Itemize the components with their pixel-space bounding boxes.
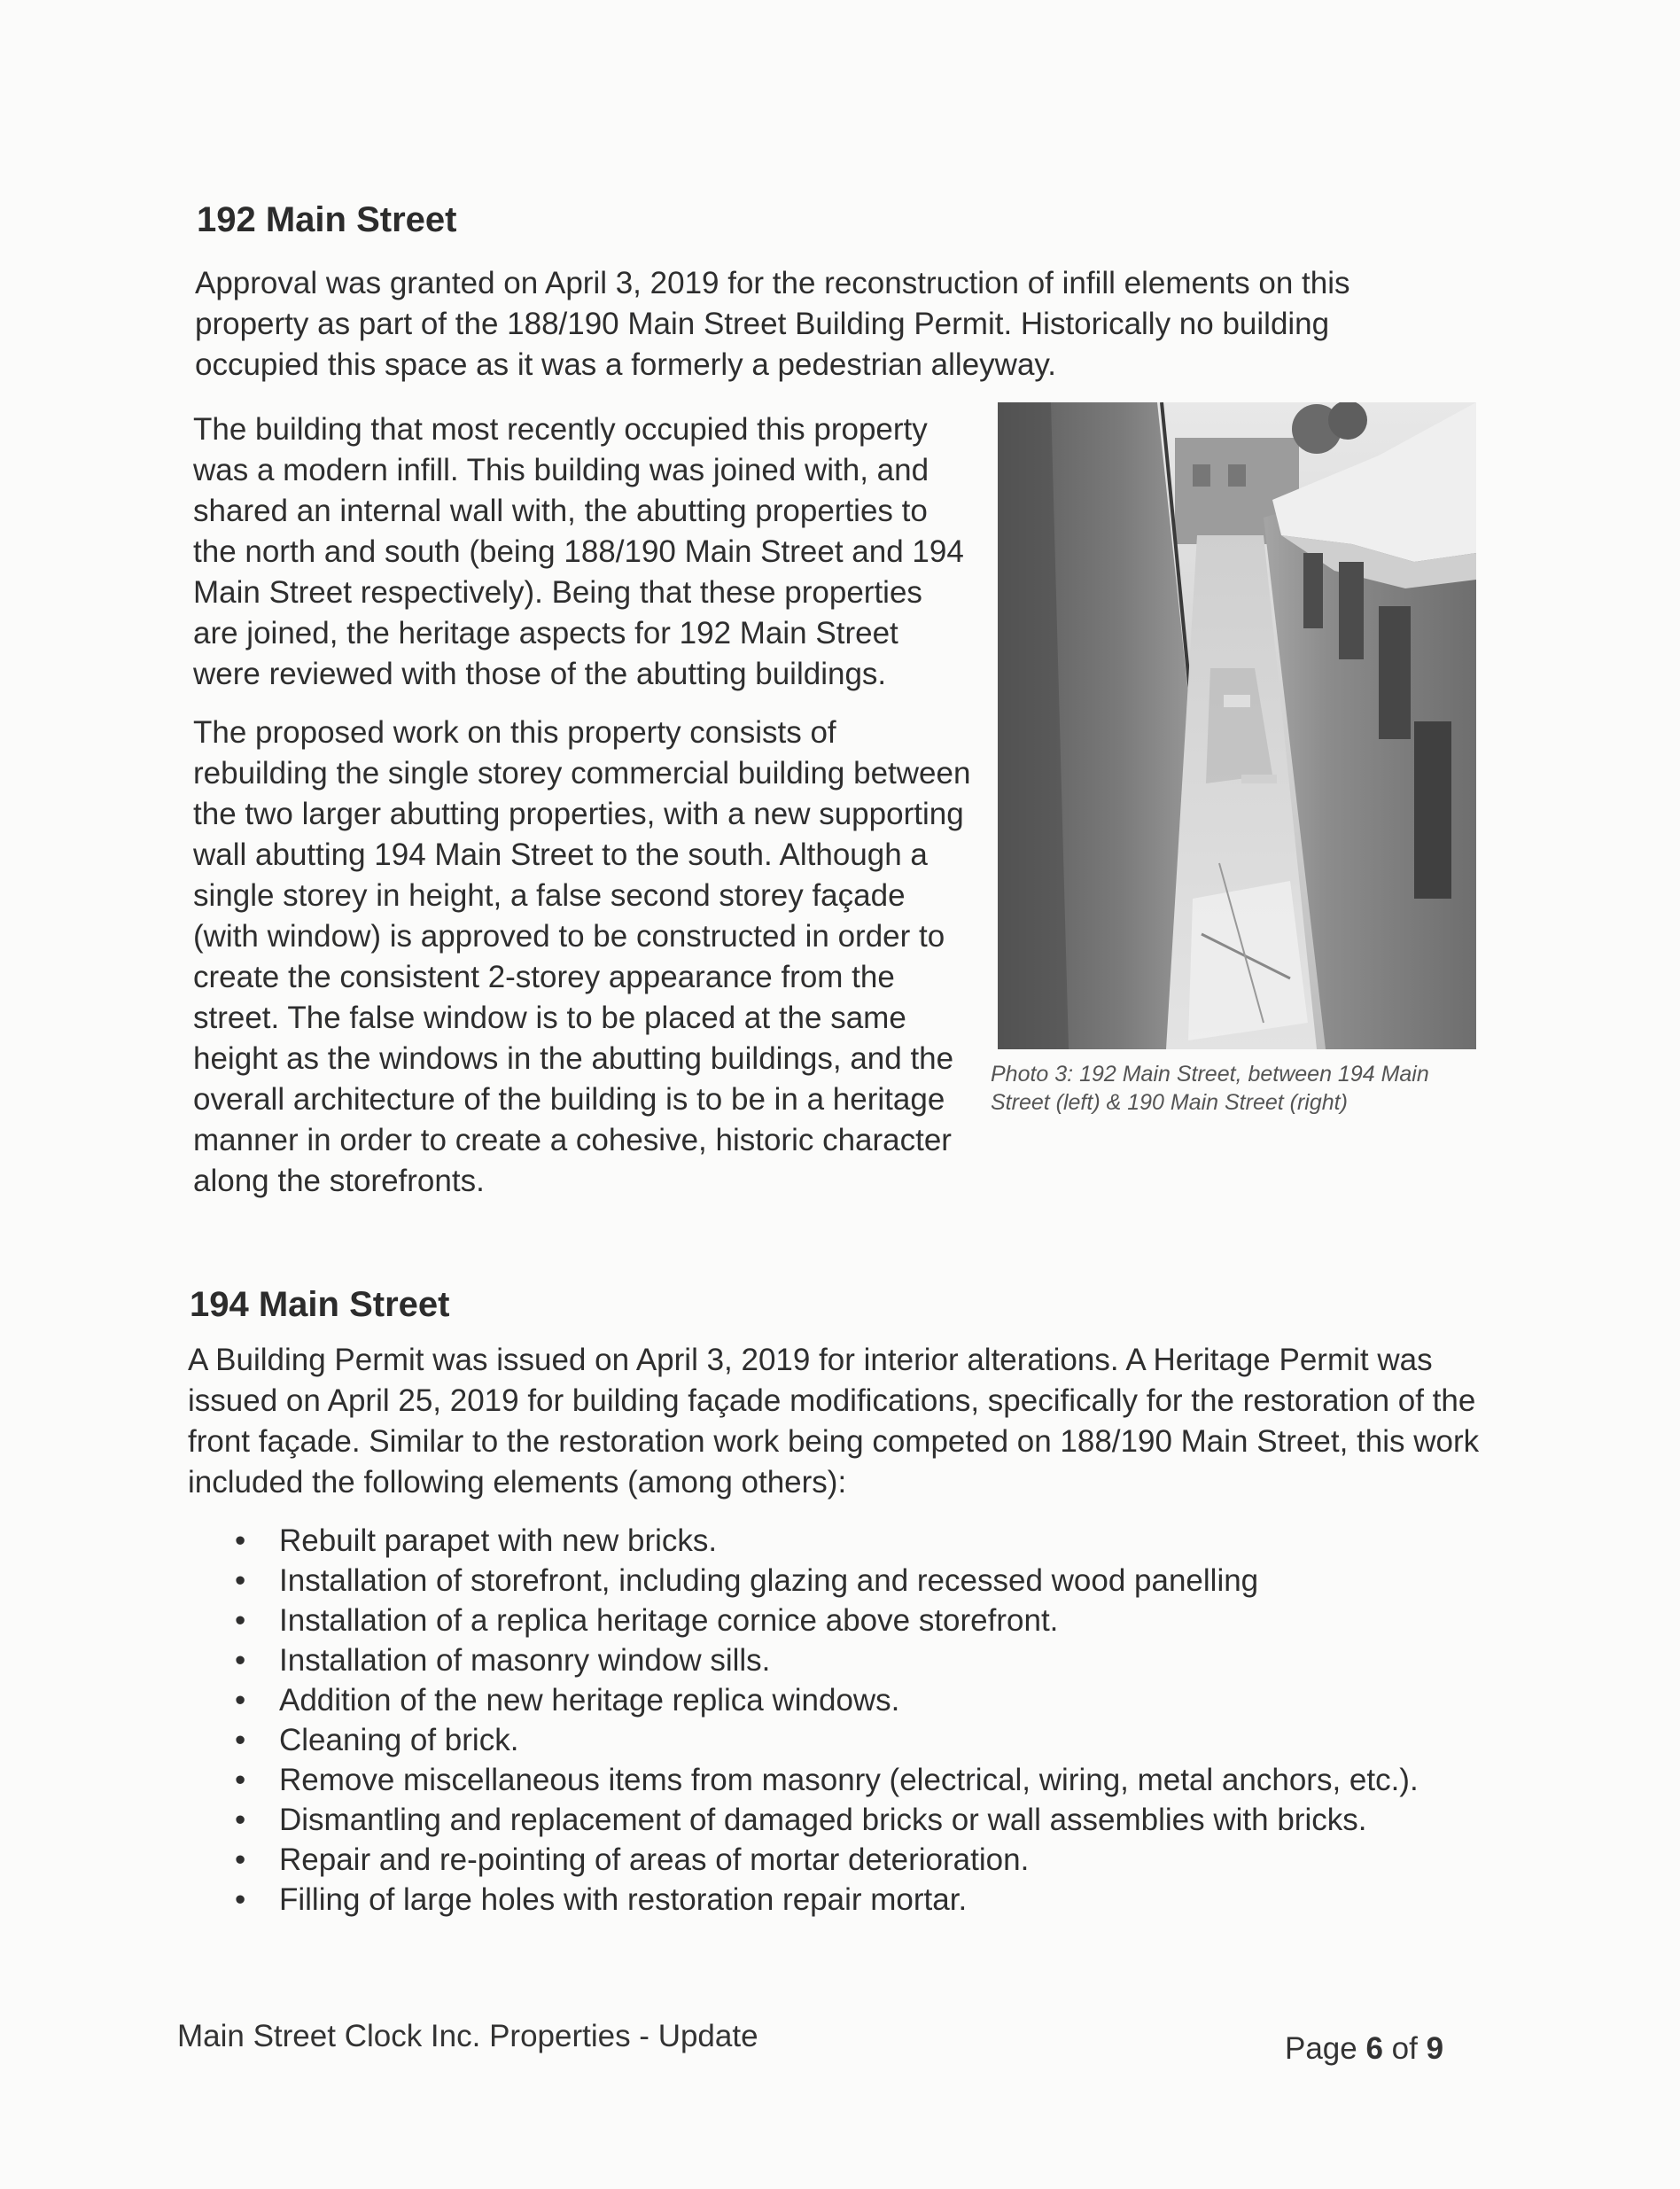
list-item: • Installation of a replica heritage cornice above storefront.: [235, 1603, 1059, 1638]
list-item: • Repair and re-pointing of areas of mortar deterioration.: [235, 1842, 1030, 1877]
list-item: • Filling of large holes with restoration repair mortar.: [235, 1882, 968, 1917]
photo-figure: [991, 402, 1487, 1129]
list-item: • Installation of storefront, including glazing and recessed wood panelling: [235, 1563, 1259, 1598]
footer-document-title: Main Street Clock Inc. Properties - Update: [177, 2019, 758, 2053]
restoration-elements-list: [226, 1521, 1511, 1920]
list-item: • Dismantling and replacement of damaged bricks or wall assemblies with bricks.: [235, 1803, 1367, 1837]
photo-caption: Photo 3: 192 Main Street, between 194 Main Street (left) & 190 Main Street (right): [991, 1062, 1429, 1115]
current-page: 6: [1365, 2031, 1383, 2066]
section-heading-194: 194 Main Street: [190, 1285, 450, 1324]
list-item: • Remove miscellaneous items from masonry (electrical, wiring, metal anchors, etc.).: [235, 1763, 1419, 1797]
list-item: • Installation of masonry window sills.: [235, 1643, 771, 1678]
section-192-paragraph-2: The building that most recently occupied this property was a modern infill. This building was joined with, and shared an internal wall with, the abutting properties to the north and south (being 188/190 Main Street and 194 Main Street respectively). Being that these properties are joined, the heritage aspects for 192 Main Street were reviewed with those of the abutting buildings.: [193, 412, 964, 691]
total-pages: 9: [1426, 2031, 1444, 2066]
list-item: • Cleaning of brick.: [235, 1723, 519, 1757]
section-192-body: [193, 409, 1487, 1202]
list-item: • Rebuilt parapet with new bricks.: [235, 1523, 718, 1558]
list-item: • Addition of the new heritage replica windows.: [235, 1683, 900, 1718]
page-number: Page 6 of 9: [1285, 2031, 1444, 2066]
section-192-paragraph-3: The proposed work on this property consists of rebuilding the single storey commercial building between the two larger abutting properties, with a new supporting wall abutting 194 Main Street to the south. Although a single storey in height, a false second storey façade (with window) is approved to be constructed in order to create the consistent 2-storey appearance from the street. The false window is to be placed at the same height as the windows in the abutting buildings, and the overall architecture of the building is to be in a heritage manner in order to create a cohesive, historic character along the storefronts.: [193, 715, 971, 1198]
alleyway-photo: [998, 402, 1476, 1049]
section-heading-192: 192 Main Street: [197, 200, 457, 239]
section-194-intro-paragraph: A Building Permit was issued on April 3, 2019 for interior alterations. A Heritage Permit was issued on April 25, 2019 for building façade modifications, specifically for the restoration of the front façade. Similar to the restoration work being competed on 188/190 Main Street, this work included the following elements (among others):: [188, 1343, 1480, 1500]
section-192-intro-paragraph: Approval was granted on April 3, 2019 for the reconstruction of infill elements on this property as part of the 188/190 Main Street Building Permit. Historically no building occupied this space as it was a formerly a pedestrian alleyway.: [195, 266, 1350, 382]
